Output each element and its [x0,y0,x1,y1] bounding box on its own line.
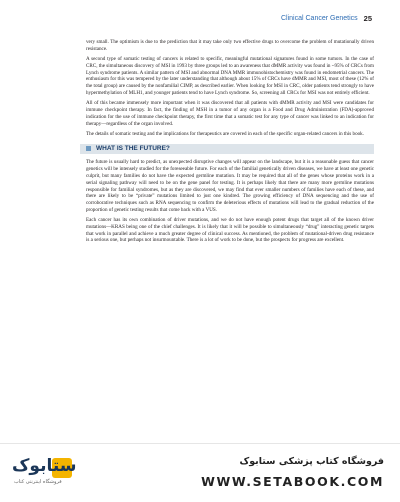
paragraph: The future is usually hard to predict, as unexpected disruptive changes will appear on the landscape, but it is a reasonable guess that cancer genetics will be intensely studied for the foreseeable future. For each of the familial genetically driven diseases, we have at least one genetic culprit, but many families do not have the expected germline mutation. It may be required that all of the genes whose proteins work in a serial signaling pathway will need to be on the gene panel for testing. It is perhaps likely that there are many more germline mutations responsible for familial syndromes, but as they are discovered, we may find that ever smaller numbers of families have each of these, and there are likely to be “private” mutations limited to just one kindred. The growing efficiency of DNA sequencing and the use of corroborative techniques such as RNA sequencing to confirm the deleterious effects of mutations will lead to the gradual reduction of the proportion of genetic testing results that come back with a VUS. [86,159,374,213]
watermark-footer [0,443,400,502]
section-heading-text: WHAT IS THE FUTURE? [96,144,170,152]
paragraph: The details of somatic testing and the implications for therapeutics are covered in each of the specific organ-related cancers in this book. [86,130,364,137]
body-text [86,39,374,248]
section-heading [80,144,374,155]
store-url[interactable]: WWW.SETABOOK.COM [201,474,384,489]
store-logo [12,456,77,486]
running-header [281,14,372,23]
paragraph: A second type of somatic testing of cancers is related to specific, meaningful mutational signatures found in some tumors. In the case of CRC, the simultaneous discovery of MSI in 1993 by three groups led to an awareness that dMMR activity was found in ~95% of CRCs from Lynch syndrome patients. A similar pattern of MSI and abnormal DNA MMR immunohistochemistry was found in endometrial cancers. The enthusiasm for this was tempered by the later understanding that although about 15% of CRCs have dMMR and MSI, most of these (12% of the total group) are caused by the nonfamilial CIMP, as described earlier. When looking for MSI in CRC, older patients tend strongly to have hypermethylation of MLH1, and younger patients tend to have Lynch syndrome. So, screening all CRCs for MSI was not entirely efficient. [86,55,374,96]
store-name: فروشگاه کتاب پزشکی ستابوک [239,456,384,467]
logo-word: ستابوک [12,456,77,476]
page-number: 25 [363,14,372,23]
paragraph: All of this became immensely more important when it was discovered that all patients with dMMR activity and MSI were candidates for immune checkpoint therapy. In fact, the finding of MSH in a tumor of any organ is a Food and Drug Administration (FDA)-approved indication for the use of immune checkpoint therapy, the first time that a somatic test for any type of cancer was linked to an indication for therapy—regardless of the organ involved. [86,100,374,127]
running-title: Clinical Cancer Genetics [281,15,358,22]
square-bullet-icon [86,146,91,151]
logo-tagline: فروشگاه اینترنتی کتاب [14,479,62,485]
paragraph: Each cancer has its own combination of driver mutations, and we do not have enough potent drugs that target all of the known driver mutations—KRAS being one of the chief challenges. It is likely that it will be possible to simultaneously “drug” interacting genetic targets that work in parallel and achieve a much greater degree of clinical success. As mentioned, the problem of mutational-driven drug resistance is a serious one, but perhaps not insurmountable. There is a lot of work to be done, but the prospects for progress are excellent. [86,217,374,244]
paragraph: very small. The optimism is due to the prediction that it may take only two effective drugs to overcome the problem of mutationally driven resistance. [86,39,374,52]
